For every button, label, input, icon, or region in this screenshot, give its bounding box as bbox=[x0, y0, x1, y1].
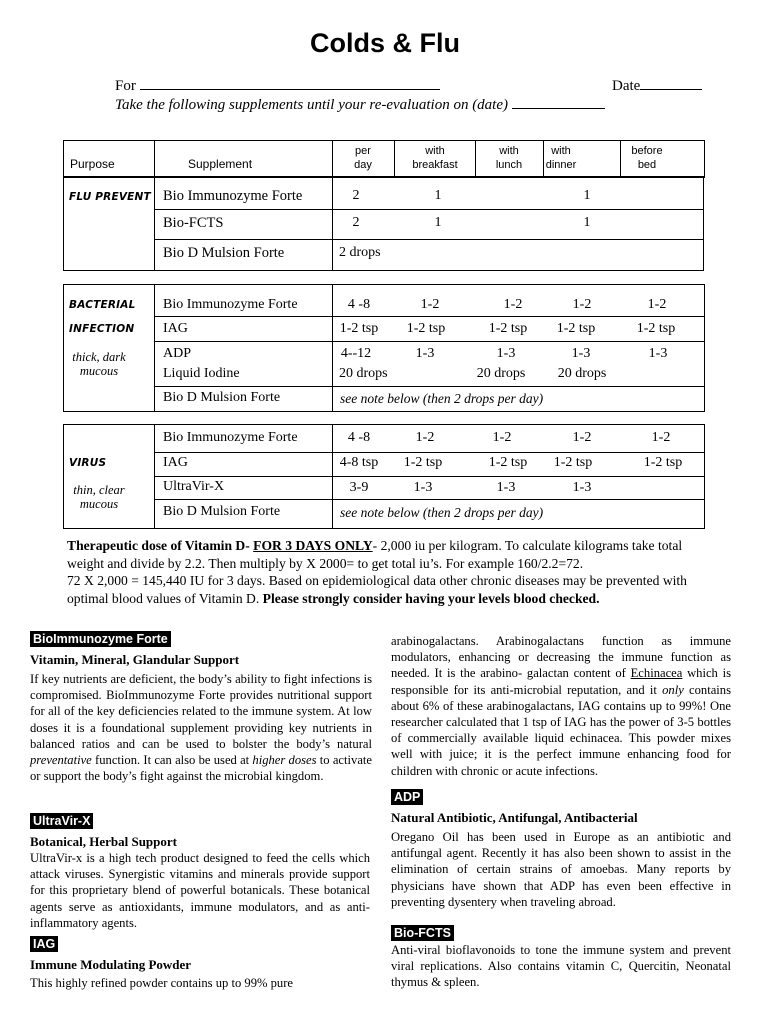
date-field[interactable] bbox=[612, 76, 702, 95]
desc-bio-fcts: Anti-viral bioflavonoids to tone the immune system and prevent viral replications. Also contains vitamin C, Quercitin, Neonatal thymus & spleen. bbox=[391, 943, 731, 990]
three-days-only: FOR 3 DAYS ONLY bbox=[253, 538, 373, 553]
therapeutic-text-2: 72 X 2,000 = 145,440 IU for 3 days. Based on epidemiological data other chronic diseases may be prevented with optimal blood values of Vitamin D. bbox=[67, 573, 687, 606]
header-purpose: Purpose bbox=[70, 157, 115, 171]
breakfast-value: 1-3 bbox=[413, 480, 433, 495]
supplement-name: IAG bbox=[163, 455, 188, 470]
dinner-value: 1 bbox=[583, 188, 591, 203]
breakfast-value: 1 bbox=[434, 215, 442, 230]
instruction-line bbox=[115, 95, 605, 114]
purpose-virus: VIRUS bbox=[69, 457, 107, 469]
dinner-value: 1 bbox=[583, 215, 591, 230]
bacterial-mucous-note: thick, dark mucous bbox=[72, 350, 126, 378]
subtitle-bioimmunozyme: Vitamin, Mineral, Glandular Support bbox=[30, 652, 240, 667]
dinner-value: 1-3 bbox=[571, 346, 591, 361]
therapeutic-dose-paragraph bbox=[67, 537, 717, 607]
lunch-value: 1-2 tsp bbox=[488, 455, 528, 470]
per-day-value: 4 -8 bbox=[347, 297, 371, 312]
header-breakfast: with breakfast bbox=[412, 145, 458, 171]
per-day-value: 4-8 tsp bbox=[339, 455, 379, 470]
desc-ultravir: UltraVir-x is a high tech product designed to feed the cells which attack viruses. Synergistic vitamins and minerals provide support for this proprietary blend of powerful botanicals. These botanical agents serve as antioxidants, immune modulators, and as anti-inflammatory agents. bbox=[30, 851, 370, 930]
lunch-value: 1-3 bbox=[496, 480, 516, 495]
therapeutic-dash: - bbox=[245, 538, 254, 553]
lunch-value: 1-2 bbox=[503, 297, 523, 312]
supplement-name: UltraVir-X bbox=[163, 479, 225, 494]
date-label: Date bbox=[612, 78, 641, 94]
desc-bioimmunozyme: If key nutrients are deficient, the body’s ability to fight infections is compromised. BioImmunozyme Forte provides nutritional support for all of the key deficiencies related to the immune system. At low doses it is a foundational supplement providing key nutrients in balanced ratios and can be used to bolster the body’s natural preventative function. It can also be used at higher doses to activate or support the body’s fight against the microbial kingdom. bbox=[30, 672, 372, 784]
purpose-infection: INFECTION bbox=[69, 323, 135, 335]
see-note-text: see note below (then 2 drops per day) bbox=[340, 391, 544, 406]
per-day-value: 1-2 tsp bbox=[339, 321, 379, 336]
dinner-value: 1-2 tsp bbox=[553, 455, 593, 470]
lunch-value: 20 drops bbox=[476, 366, 526, 381]
per-day-value: 2 bbox=[352, 188, 360, 203]
header-dinner: with dinner bbox=[545, 145, 577, 171]
dinner-value: 1-2 tsp bbox=[556, 321, 596, 336]
supplement-name: Liquid Iodine bbox=[163, 366, 240, 381]
header-lunch: with lunch bbox=[495, 145, 523, 171]
label-bioimmunozyme: BioImmunozyme Forte bbox=[30, 631, 171, 647]
purpose-bacterial: BACTERIAL bbox=[69, 299, 136, 311]
subtitle-iag: Immune Modulating Powder bbox=[30, 957, 192, 972]
bed-value: 1-2 tsp bbox=[636, 321, 676, 336]
breakfast-value: 1-2 tsp bbox=[403, 455, 443, 470]
per-day-value: 3-9 bbox=[349, 480, 369, 495]
per-day-value: 20 drops bbox=[339, 366, 388, 381]
subtitle-adp: Natural Antibiotic, Antifungal, Antibacterial bbox=[391, 810, 638, 825]
bed-value: 1-2 tsp bbox=[643, 455, 683, 470]
dinner-value: 20 drops bbox=[557, 366, 607, 381]
supplement-name: Bio Immunozyme Forte bbox=[163, 188, 303, 204]
bed-value: 1-3 bbox=[648, 346, 668, 361]
desc-iag-start: This highly refined powder contains up to 99% pure bbox=[30, 976, 294, 990]
virus-mucous-note: thin, clear mucous bbox=[73, 483, 125, 511]
see-note-text: see note below (then 2 drops per day) bbox=[340, 505, 544, 520]
supplement-name: IAG bbox=[163, 321, 188, 336]
header-per-day: per day bbox=[354, 145, 372, 171]
for-label: For bbox=[115, 78, 136, 94]
breakfast-value: 1-2 bbox=[415, 430, 435, 445]
for-field[interactable] bbox=[115, 76, 440, 95]
therapeutic-text-1: - 2,000 iu per kilogram. To calculate kilograms take total weight and divide by 2.2. Then multiply by X 2000= to get total iu’s. For example 160/2.2=72. bbox=[67, 538, 683, 571]
supplement-name: Bio Immunozyme Forte bbox=[163, 430, 298, 445]
blood-check-advice: Please strongly consider having your levels blood checked. bbox=[262, 590, 600, 606]
supplement-name: Bio D Mulsion Forte bbox=[163, 504, 281, 519]
dinner-value: 1-3 bbox=[572, 480, 592, 495]
supplement-name: Bio D Mulsion Forte bbox=[163, 245, 285, 261]
supplement-name: Bio D Mulsion Forte bbox=[163, 390, 281, 405]
dinner-value: 1-2 bbox=[572, 430, 592, 445]
per-day-value: 4 -8 bbox=[347, 430, 371, 445]
page-title: Colds & Flu bbox=[310, 28, 460, 58]
date-blank[interactable] bbox=[640, 76, 702, 90]
reeval-date-blank[interactable] bbox=[512, 95, 605, 109]
per-day-value: 2 bbox=[352, 215, 360, 230]
supplement-name: ADP bbox=[163, 346, 192, 361]
supplement-name: Bio-FCTS bbox=[163, 215, 224, 231]
per-day-value: 4--12 bbox=[340, 346, 372, 361]
bed-value: 1-2 bbox=[647, 297, 667, 312]
desc-adp: Oregano Oil has been used in Europe as an antibiotic and antifungal agent. Recently it has also been shown to assist in the elimination of certain strains of amoebas. Many reports by physicians have shown that ADP has even been effective in preventing dysentery when traveling abroad. bbox=[391, 830, 731, 909]
desc-iag-continued: arabinogalactans. Arabinogalactans function as immune modulators, enhancing or decreasing the immune function as needed. It is the arabino- galactan content of Echinacea which is responsible for its anti-microbial reputation, and it only contains about 6% of these arabinogalactans, IAG contains up to 99%! One researcher calculated that 1 tsp of IAG has the power of 3-5 bottles of commercially available liquid echinacea. This powder mixes well with juice; it is the perfect immune enhancing food for children with chronic or acute infections. bbox=[391, 634, 731, 778]
label-iag: IAG bbox=[30, 936, 58, 952]
breakfast-value: 1-3 bbox=[415, 346, 435, 361]
lunch-value: 1-2 bbox=[492, 430, 512, 445]
label-ultravir: UltraVir-X bbox=[30, 813, 93, 829]
purpose-flu-prevent: FLU PREVENT bbox=[69, 191, 151, 203]
supplement-name: Bio Immunozyme Forte bbox=[163, 297, 298, 312]
breakfast-value: 1-2 tsp bbox=[406, 321, 446, 336]
lunch-value: 1-3 bbox=[496, 346, 516, 361]
dinner-value: 1-2 bbox=[572, 297, 592, 312]
subtitle-ultravir: Botanical, Herbal Support bbox=[30, 834, 177, 849]
therapeutic-heading: Therapeutic dose of Vitamin D bbox=[67, 538, 246, 553]
breakfast-value: 1 bbox=[434, 188, 442, 203]
label-adp: ADP bbox=[391, 789, 423, 805]
instruction-text: Take the following supplements until your re-evaluation on (date) bbox=[115, 97, 509, 113]
label-bio-fcts: Bio-FCTS bbox=[391, 925, 454, 941]
header-supplement: Supplement bbox=[188, 157, 253, 171]
breakfast-value: 1-2 bbox=[420, 297, 440, 312]
bed-value: 1-2 bbox=[651, 430, 671, 445]
header-bed: before bed bbox=[631, 145, 663, 171]
per-day-value: 2 drops bbox=[339, 245, 381, 260]
for-blank[interactable] bbox=[140, 76, 440, 90]
lunch-value: 1-2 tsp bbox=[488, 321, 528, 336]
